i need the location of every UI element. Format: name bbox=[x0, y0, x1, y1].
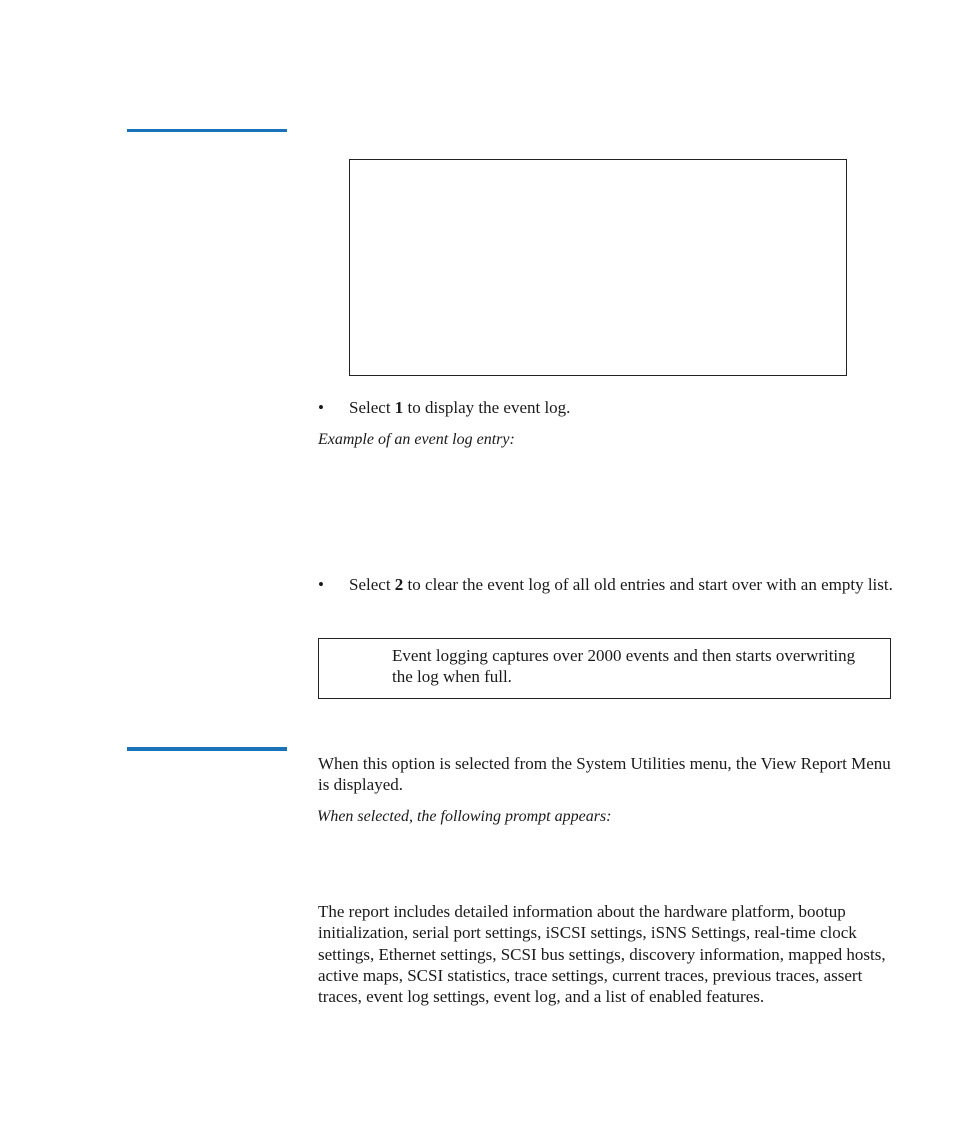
bullet-marker: • bbox=[318, 575, 324, 594]
section-rule-top bbox=[127, 129, 287, 132]
bullet-text: Select 2 to clear the event log of all old entries and start over with an empty list. bbox=[349, 575, 893, 594]
screen-capture-frame bbox=[349, 159, 847, 376]
example-caption: Example of an event log entry: bbox=[318, 431, 515, 448]
note-box bbox=[318, 638, 891, 699]
bullet-text: Select 1 to display the event log. bbox=[349, 398, 571, 417]
bullet-marker: • bbox=[318, 398, 324, 417]
report-description: The report includes detailed information about the hardware platform, bootup initialization, serial port settings, iSCSI settings, iSNS Settings, real-time clock settings, Ethernet settings, SCSI bus settings, discovery information, mapped hosts, active maps, SCSI statistics, trace settings, current traces, previous traces, assert traces, event log settings, event log, and a list of enabled features. bbox=[318, 902, 886, 1007]
prompt-caption: When selected, the following prompt appears: bbox=[317, 808, 612, 825]
note-text: Event logging captures over 2000 events and then starts overwriting the log when full. bbox=[392, 646, 856, 686]
section-rule-view-report bbox=[127, 747, 287, 751]
view-report-intro: When this option is selected from the System Utilities menu, the View Report Menu is displayed. bbox=[318, 754, 891, 795]
